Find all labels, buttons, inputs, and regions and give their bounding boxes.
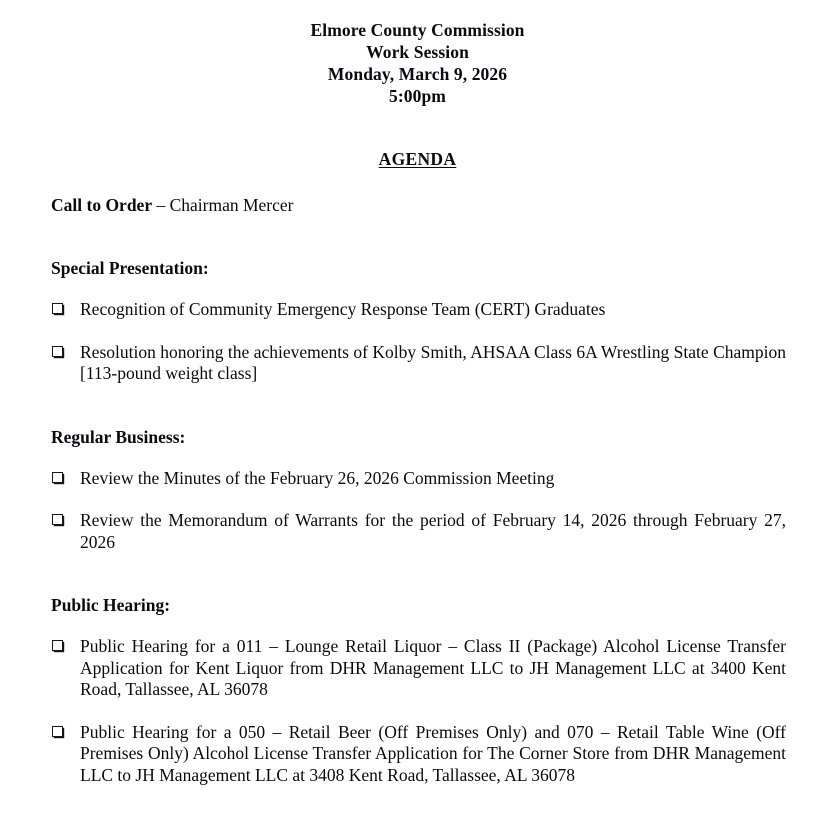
- section-items-special-presentation: [51, 299, 786, 385]
- section-heading-regular-business: Regular Business:: [51, 426, 186, 447]
- list-item-text: Resolution honoring the achievements of Kolby Smith, AHSAA Class 6A Wrestling State Champion [113-pound weight class]: [80, 341, 786, 383]
- header-line-time: 5:00pm: [389, 86, 446, 106]
- call-to-order-label: Call to Order: [51, 195, 153, 215]
- agenda-heading-text: AGENDA: [378, 149, 457, 169]
- list-item-text: Public Hearing for a 050 – Retail Beer (Off Premises Only) and 070 – Retail Table Wine (Off Premises Only) Alcohol License Transfer Application for The Corner Store from DHR Management LLC to JH Management LLC at 3408 Kent Road, Tallassee, AL 36078: [80, 721, 786, 785]
- checkbox-square-icon: [52, 472, 63, 483]
- list-item: [51, 636, 786, 701]
- list-item-text: Recognition of Community Emergency Response Team (CERT) Graduates: [80, 299, 606, 319]
- checkbox-square-icon: [52, 346, 63, 357]
- header-line-organization: Elmore County Commission: [310, 20, 525, 40]
- document-header: [0, 0, 835, 107]
- list-item: [51, 510, 786, 553]
- section-items-public-hearing: [51, 636, 786, 786]
- section-heading-public-hearing: Public Hearing:: [51, 595, 171, 615]
- list-item: [51, 722, 786, 787]
- checkbox-square-icon: [52, 514, 63, 525]
- checkbox-square-icon: [52, 726, 63, 737]
- header-line-date: Monday, March 9, 2026: [327, 64, 508, 84]
- call-to-order-line: [51, 195, 786, 216]
- list-item: [51, 468, 786, 490]
- list-item-text: Review the Memorandum of Warrants for the period of February 14, 2026 through February 27, 2026: [80, 510, 786, 552]
- list-item-text: Public Hearing for a 011 – Lounge Retail Liquor – Class II (Package) Alcohol License Transfer Application for Kent Liquor from DHR Management LLC to JH Management LLC at 3400 Kent Road, Tallassee, AL 36078: [80, 636, 786, 699]
- call-to-order-detail: – Chairman Mercer: [152, 195, 294, 215]
- list-item: [51, 342, 786, 385]
- section-items-regular-business: [51, 468, 786, 554]
- checkbox-square-icon: [52, 640, 63, 651]
- agenda-heading: [0, 149, 835, 170]
- list-item-text: Review the Minutes of the February 26, 2026 Commission Meeting: [80, 467, 555, 488]
- list-item: [51, 299, 786, 321]
- document-body: [0, 195, 835, 786]
- section-heading-special-presentation: Special Presentation:: [51, 258, 209, 278]
- checkbox-square-icon: [52, 303, 63, 314]
- header-line-meeting-type: Work Session: [366, 42, 469, 62]
